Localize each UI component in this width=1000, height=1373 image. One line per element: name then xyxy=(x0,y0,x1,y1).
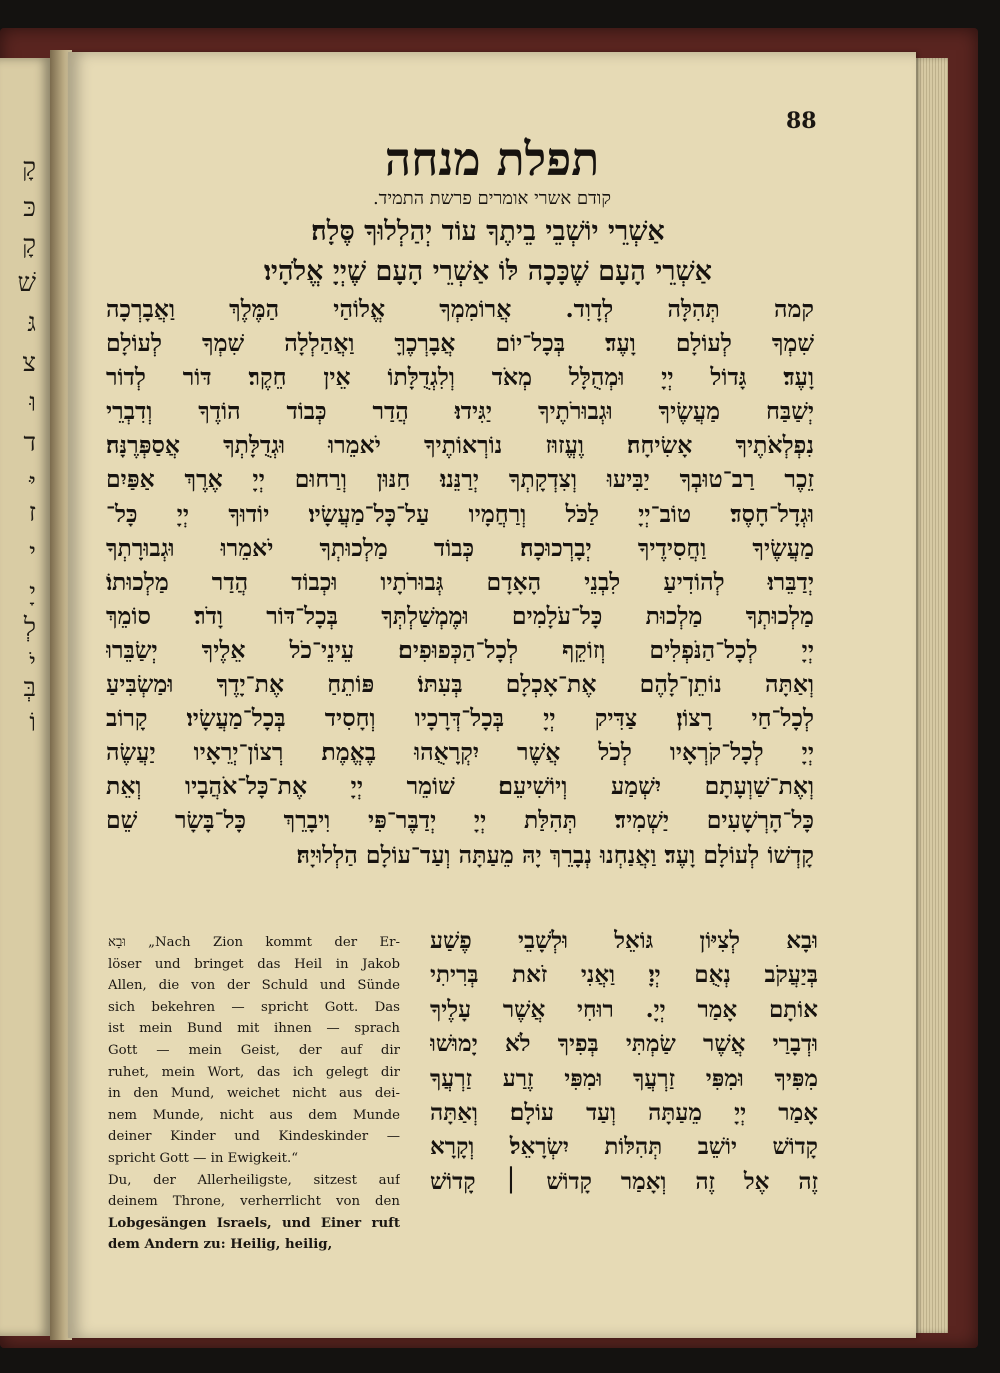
hebrew-line: וּדְבָרַי אֲשֶׁר שַׂמְתִּי בְּפִיךָ לֹא יָמוּשׁוּ xyxy=(430,1030,818,1058)
facing-page-glyph: יֹ xyxy=(29,648,36,678)
hebrew-line: אוֹתָם אָמַר יְיָ. רוּחִי אֲשֶׁר עָלֶיךָ xyxy=(430,995,818,1023)
facing-page-glyph: יּ xyxy=(29,468,36,498)
german-line: sich bekehren — spricht Gott. Das xyxy=(108,999,400,1015)
page-stack-edges xyxy=(912,58,948,1333)
psalm-line: זֵכֶר רַב־טוּבְךָ יַבִּיעוּ וְצִדְקָתְךָ יְרַנֵּנוּ׃ חַנּוּן וְרַחוּם יְיָ אֶרֶךְ אַפַּיִם xyxy=(106,465,814,494)
psalm-line: וְאֶת־שַׁוְעָתָם יִשְׁמַע וְיוֹשִׁיעֵם׃ שׁוֹמֵר יְיָ אֶת־כָּל־אֹהֲבָיו וְאֵת xyxy=(106,772,814,801)
psalm-line: וְאַתָּה נוֹתֵן־לָהֶם אֶת־אָכְלָם בְּעִתּוֹ׃ פּוֹתֵחַ אֶת־יָדֶךָ וּמַשְׂבִּיעַ xyxy=(106,670,814,699)
facing-page-glyph: ז xyxy=(28,498,36,528)
facing-page-glyph: י xyxy=(29,538,36,568)
psalm-line: שִׁמְךָ לְעוֹלָם וָעֶד׃ בְּכָל־יוֹם אֲבָרְכֶךָּ וַאֲהַלְלָה שִׁמְךָ לְעוֹלָם xyxy=(106,329,814,358)
facing-page-glyph: וּ xyxy=(29,388,36,418)
facing-page-glyph: גּ xyxy=(27,308,36,338)
hebrew-line: בְּיַעֲקֹב נְאֻם יְיָ׃ וַאֲנִי זֹאת בְּרִיתִי xyxy=(430,961,818,989)
psalm-line: יְיָ לְכָל־הַנֹּפְלִים וְזוֹקֵף לְכָל־הַכְּפוּפִים׃ עֵינֵי־כֹל אֵלֶיךָ יְשַׂבֵּרוּ xyxy=(106,635,814,664)
psalm-line: יְשַׁבַּח מַעֲשֶׂיךָ וּגְבוּרֹתֶיךָ יַגִּידוּ׃ הֲדַר כְּבוֹד הוֹדֶךָ וְדִבְרֵי xyxy=(106,397,814,426)
facing-page-glyph: קָ xyxy=(22,153,36,183)
hebrew-line: זֶה אֶל זֶה וְאָמַר קָדוֹשׁ ׀ קָדוֹשׁ xyxy=(430,1167,818,1195)
psalm-line: נִפְלְאֹתֶיךָ אָשִׂיחָה׃ וֶעֱזוּז נוֹרְאוֹתֶיךָ יֹאמֵרוּ וּגְדֻלָּתְךָ אֲסַפְּרֶנָּה׃ xyxy=(106,431,814,460)
psalm-line: יְדַבֵּרוּ׃ לְהוֹדִיעַ לִבְנֵי הָאָדָם גְּבוּרֹתָיו וּכְבוֹד הֲדַר מַלְכוּתוֹ׃ xyxy=(106,567,814,596)
psalm-line: לְכָל־חַי רָצוֹן׃ צַדִּיק יְיָ בְּכָל־דְּרָכָיו וְחָסִיד בְּכָל־מַעֲשָׂיו׃ קָרוֹב xyxy=(106,704,814,733)
facing-page-edge xyxy=(0,58,52,1336)
facing-page-glyph: לְ xyxy=(23,613,36,643)
psalm-line: קָדְשׁוֹ לְעוֹלָם וָעֶד׃ וַאֲנַחְנוּ נְבָרֵךְ יָהּ מֵעַתָּה וְעַד־עוֹלָם הַלְלוּיָהּ׃ xyxy=(296,840,814,869)
facing-page-glyph: צ xyxy=(22,348,36,378)
german-translation xyxy=(108,932,400,1256)
page-number: 88 xyxy=(786,108,817,134)
ashrei-verse-2: אַשְׁרֵי הָעָם שֶׁכָּכָה לּוֹ אַשְׁרֵי הָעָם שֶׁיְיָ אֱלֹהָיו׃ xyxy=(263,256,713,287)
german-line: וּבָא „Nach Zion kommt der Er- xyxy=(108,935,400,950)
hebrew-line: קָדוֹשׁ יוֹשֵׁב תְּהִלּוֹת יִשְׂרָאֵל׃ וְקָרָא xyxy=(430,1133,818,1161)
hebrew-line: אָמַר יְיָ מֵעַתָּה וְעַד עוֹלָם׃ וְאַתָּה xyxy=(430,1098,818,1126)
hebrew-line: וּבָא לְצִיּוֹן גּוֹאֵל וּלְשָׁבֵי פֶשַׁע xyxy=(430,927,818,954)
facing-page-glyph: ד xyxy=(23,428,36,458)
psalm-line: וּגְדָל־חָסֶד׃ טוֹב־יְיָ לַכֹּל וְרַחֲמָיו עַל־כָּל־מַעֲשָׂיו׃ יוֹדוּךָ יְיָ כָּל־ xyxy=(106,499,814,528)
psalm-line: כָּל־הָרְשָׁעִים יַשְׁמִיד׃ תְּהִלַּת יְיָ יְדַבֶּר־פִּי וִיבָרֵךְ כָּל־בָּשָׂר שֵׁם xyxy=(106,806,814,835)
german-line: Lobgesängen Israels, und Einer ruft xyxy=(108,1215,400,1231)
ashrei-verse-1: אַשְׁרֵי יוֹשְׁבֵי בֵיתֶךָ עוֹד יְהַלְלוּךָ סֶּלָה׃ xyxy=(311,216,665,247)
uva-letzion-block xyxy=(430,924,818,1199)
facing-page-glyph: יָ xyxy=(29,578,36,608)
german-line: deiner Kinder und Kindeskinder — xyxy=(108,1129,400,1145)
hebrew-line: מִפִּיךָ וּמִפִּי זַרְעֲךָ וּמִפִּי זֶרַע זַרְעֲךָ xyxy=(430,1064,818,1092)
german-line: ruhet, mein Wort, das ich gelegt dir xyxy=(108,1064,400,1080)
psalm-line: יְיָ לְכָל־קֹרְאָיו לְכֹל אֲשֶׁר יִקְרָאֻהוּ בֶאֱמֶת׃ רְצוֹן־יְרֵאָיו יַעֲשֶׂה xyxy=(106,738,814,767)
german-line: löser und bringet das Heil in Jakob xyxy=(108,956,400,972)
german-line: Gott — mein Geist, der auf dir xyxy=(108,1042,400,1058)
german-line: ist mein Bund mit ihnen — sprach xyxy=(108,1021,400,1037)
facing-page-glyph: קָ xyxy=(22,230,36,260)
german-line: Allen, die von der Schuld und Sünde xyxy=(108,978,400,994)
prayer-book-page xyxy=(68,52,916,1338)
psalm-line: מַלְכוּתְךָ מַלְכוּת כָּל־עֹלָמִים וּמֶמְשַׁלְתְּךָ בְּכָל־דּוֹר וָדֹר׃ סוֹמֵךְ xyxy=(106,601,814,630)
german-line: in den Mund, weichet nicht aus dei- xyxy=(108,1086,400,1102)
facing-page-glyph: שׁ xyxy=(17,268,36,298)
facing-page-glyph: בְּ xyxy=(23,673,36,703)
facing-page-glyph: כּ xyxy=(23,193,36,223)
german-line: dem Andern zu: Heilig, heilig, xyxy=(108,1237,333,1253)
german-line: spricht Gott — in Ewigkeit.“ xyxy=(108,1150,299,1166)
psalm-145-block xyxy=(106,292,814,872)
german-line: deinem Throne, verherrlicht von den xyxy=(108,1194,400,1210)
facing-page-glyph: וֹ xyxy=(29,708,36,738)
psalm-line: מַעֲשֶׂיךָ וַחֲסִידֶיךָ יְבָרְכוּכָה׃ כְּבוֹד מַלְכוּתְךָ יֹאמֵרוּ וּגְבוּרָתְךָ xyxy=(106,533,814,562)
instruction-note: קודם אשרי אומרים פרשת התמיד. xyxy=(372,188,612,209)
german-line: Du, der Allerheiligste, sitzest auf xyxy=(108,1172,400,1188)
page-title: תפלת מנחה xyxy=(384,132,600,186)
psalm-line: קמה תְּהִלָּה לְדָוִד. אֲרוֹמִמְךָ אֱלוֹהַי הַמֶּלֶךְ וַאֲבָרְכָה xyxy=(106,295,814,323)
psalm-line: וָעֶד׃ גָּדוֹל יְיָ וּמְהֻלָּל מְאֹד וְלִגְדֻלָּתוֹ אֵין חֵקֶר׃ דּוֹר לְדוֹר xyxy=(106,363,814,392)
german-line: nem Munde, nicht aus dem Munde xyxy=(108,1107,400,1123)
